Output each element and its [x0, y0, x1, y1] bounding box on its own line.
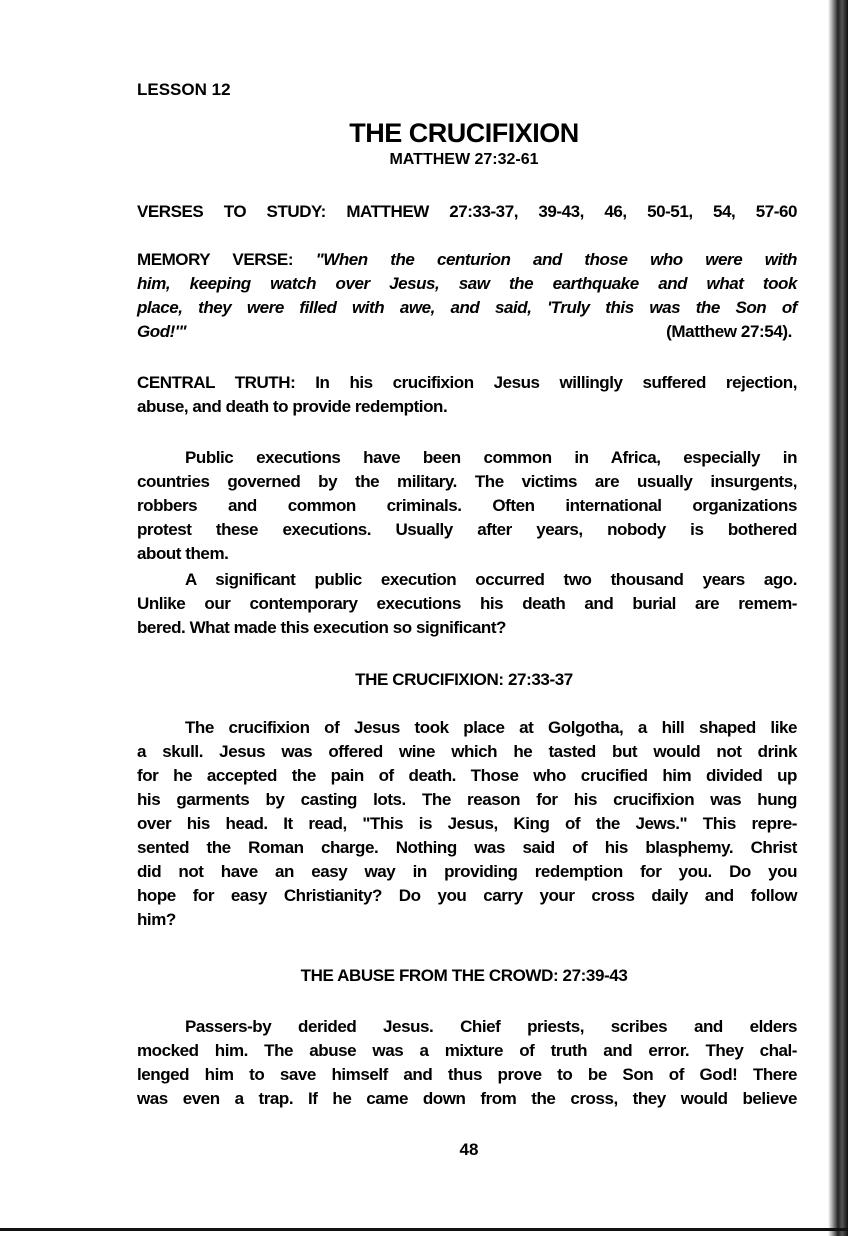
page-title: THE CRUCIFIXION: [349, 118, 579, 148]
scan-edge-shadow: [814, 0, 848, 1236]
central-label: CENTRAL TRUTH:: [137, 373, 296, 392]
paragraph-line: Unlike our contemporary executions his death and burial are remem-: [137, 594, 797, 613]
page-number: 48: [459, 1140, 479, 1159]
verses-label: VERSES TO STUDY:: [137, 202, 326, 221]
paragraph-line: sented the Roman charge. Nothing was said of his blasphemy. Christ: [137, 838, 797, 857]
page-subtitle: MATTHEW 27:32-61: [389, 151, 539, 168]
verses-text: MATTHEW 27:33-37, 39-43, 46, 50-51, 54, 57-60: [346, 202, 797, 221]
memory-verse-line: MEMORY VERSE: "When the centurion and those who were with: [137, 250, 797, 269]
paragraph-line: over his head. It read, "This is Jesus, King of the Jews." This repre-: [137, 814, 797, 833]
paragraph-line: The crucifixion of Jesus took place at Golgotha, a hill shaped like: [185, 718, 797, 737]
paragraph-line: his garments by casting lots. The reason for his crucifixion was hung: [137, 790, 797, 809]
verses-to-study: [137, 202, 797, 222]
paragraph-line: countries governed by the military. The victims are usually insurgents,: [137, 472, 797, 491]
paragraph-line: robbers and common criminals. Often international organizations: [137, 496, 797, 515]
memory-verse-line: him, keeping watch over Jesus, saw the earthquake and what took: [137, 274, 797, 293]
lesson-label: LESSON 12: [137, 80, 231, 99]
paragraph-line: Public executions have been common in Africa, especially in: [185, 448, 797, 467]
paragraph-line: mocked him. The abuse was a mixture of truth and error. They chal-: [137, 1041, 797, 1060]
paragraph-line: was even a trap. If he came down from the cross, they would believe: [137, 1089, 797, 1108]
memory-verse-line: God!'": [137, 322, 187, 341]
section-heading-crucifixion: THE CRUCIFIXION: 27:33-37: [355, 670, 573, 689]
memory-verse-line: place, they were filled with awe, and said, 'Truly this was the Son of: [137, 298, 797, 317]
memory-label: MEMORY VERSE:: [137, 250, 294, 269]
central-truth-line: abuse, and death to provide redemption.: [137, 397, 448, 416]
paragraph-line: hope for easy Christianity? Do you carry your cross daily and follow: [137, 886, 797, 905]
memory-reference: (Matthew 27:54).: [666, 322, 792, 341]
section-heading-abuse: THE ABUSE FROM THE CROWD: 27:39-43: [300, 966, 628, 985]
paragraph-line: for he accepted the pain of death. Those who crucified him divided up: [137, 766, 797, 785]
paragraph-line: bered. What made this execution so significant?: [137, 618, 506, 637]
paragraph-line: about them.: [137, 544, 229, 563]
paragraph-line: him?: [137, 910, 176, 929]
paragraph-line: a skull. Jesus was offered wine which he tasted but would not drink: [137, 742, 797, 761]
paragraph-line: Passers-by derided Jesus. Chief priests, scribes and elders: [185, 1017, 797, 1036]
central-truth-line: CENTRAL TRUTH: In his crucifixion Jesus willingly suffered rejection,: [137, 373, 797, 392]
paragraph-line: protest these executions. Usually after years, nobody is bothered: [137, 520, 797, 539]
paragraph-line: A significant public execution occurred two thousand years ago.: [185, 570, 797, 589]
scan-bottom-edge: [0, 1228, 848, 1231]
paragraph-line: lenged him to save himself and thus prove to be Son of God! There: [137, 1065, 797, 1084]
paragraph-line: did not have an easy way in providing redemption for you. Do you: [137, 862, 797, 881]
